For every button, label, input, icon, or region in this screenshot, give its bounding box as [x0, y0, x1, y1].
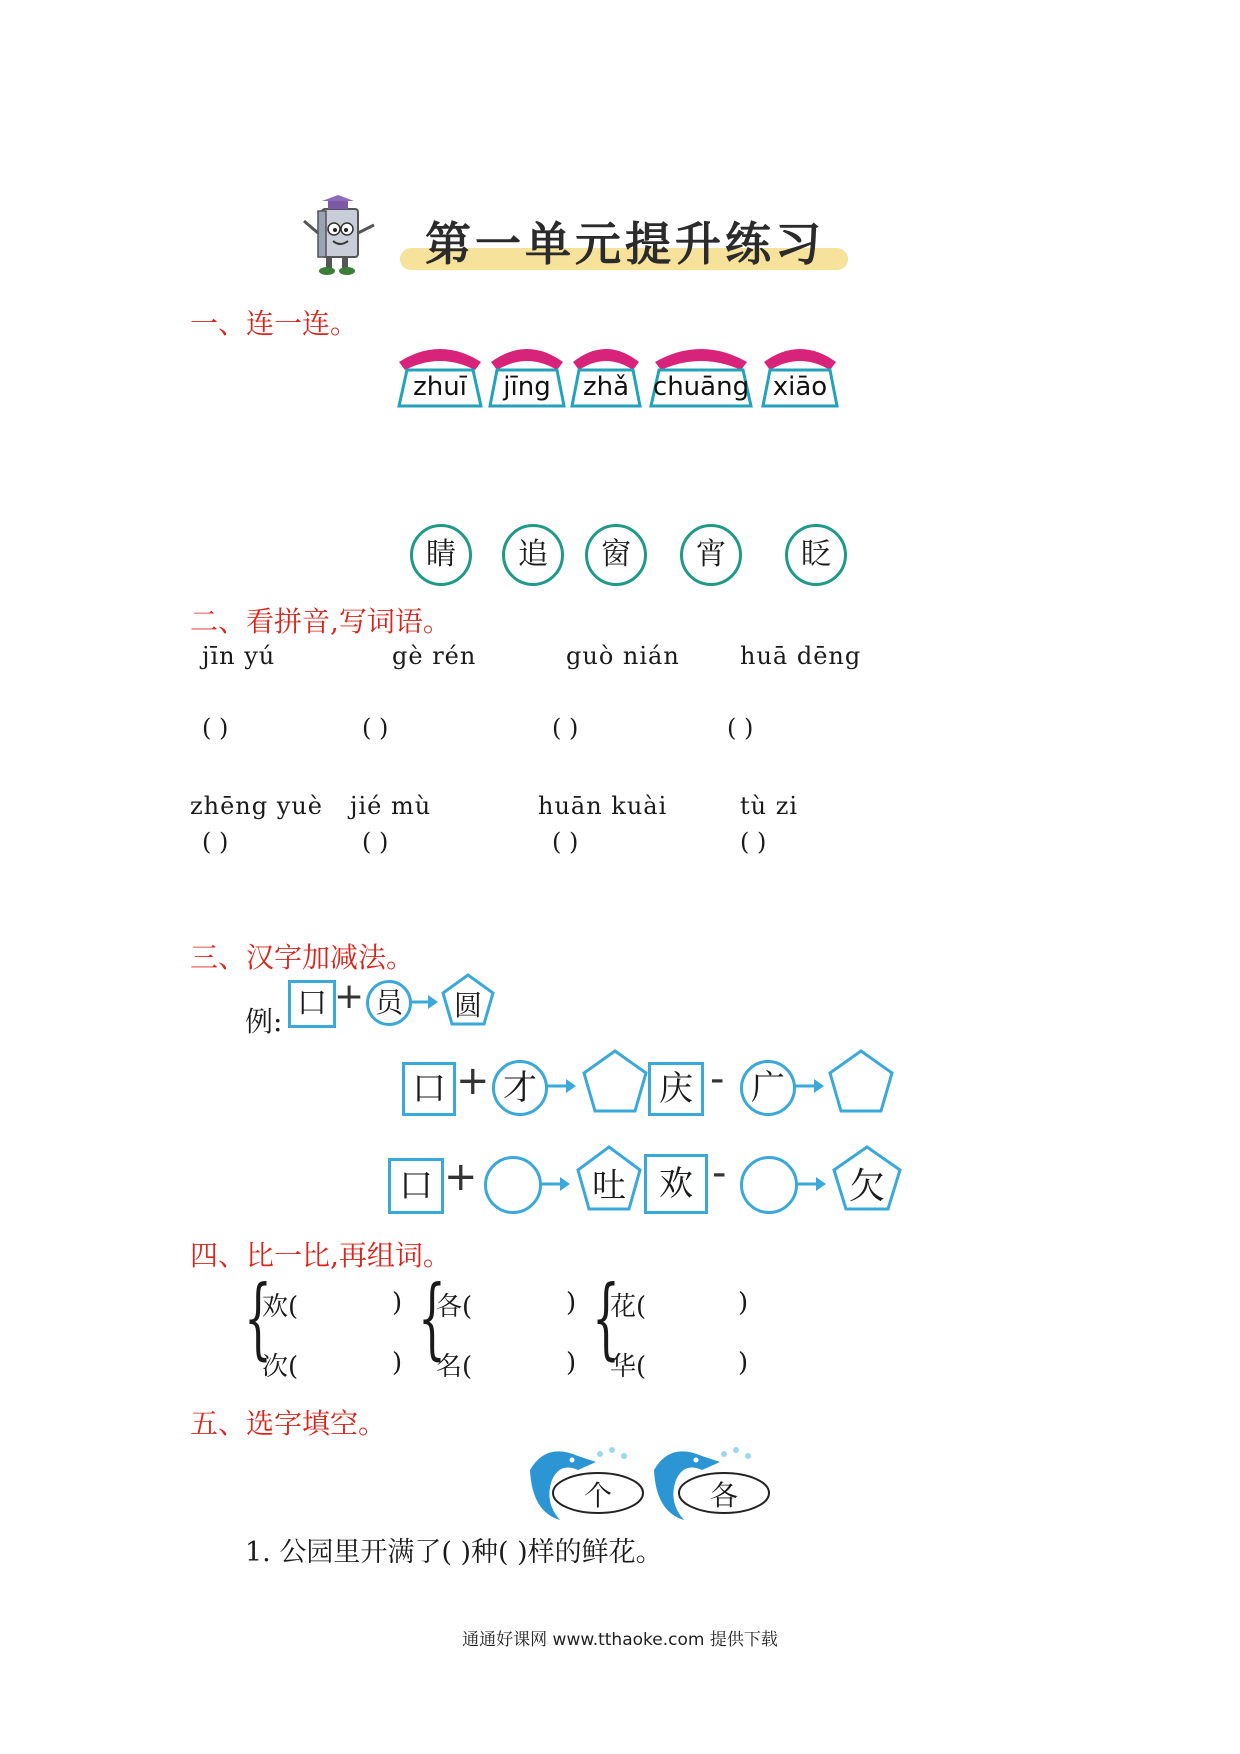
footer-credit: 通通好课网 www.tthaoke.com 提供下载: [462, 1630, 778, 1650]
char-circle: 睛: [410, 524, 472, 586]
phone-label: jīng: [503, 372, 551, 402]
blank-circle[interactable]: [740, 1156, 798, 1214]
answer-blank[interactable]: ( ): [740, 828, 767, 856]
pinyin-prompt: huā dēng: [740, 642, 862, 670]
char-box: 口: [402, 1062, 456, 1116]
char-box: 欢: [644, 1154, 708, 1214]
section-3-heading: 三、汉字加减法。: [190, 941, 415, 974]
phone-label: chuāng: [652, 372, 750, 402]
blank-circle[interactable]: [484, 1156, 542, 1214]
plus-sign: +: [444, 1154, 478, 1200]
example-box: 口: [288, 980, 336, 1028]
pentagon-char: 欠: [848, 1166, 885, 1207]
answer-blank[interactable]: ( ): [552, 828, 579, 856]
phone-label: zhǎ: [582, 372, 630, 402]
char-circle: 追: [502, 524, 564, 586]
minus-sign: -: [712, 1150, 727, 1196]
answer-blank[interactable]: ( ): [727, 714, 754, 742]
char-circle: 宵: [680, 524, 742, 586]
phone-label: xiāo: [772, 372, 828, 402]
minus-sign: -: [710, 1056, 725, 1102]
example-label: 例:: [245, 1005, 283, 1038]
arrow-right-icon: [540, 1174, 572, 1194]
pinyin-prompt: tù zi: [740, 792, 799, 820]
choice-char: 各: [709, 1479, 738, 1512]
compare-close: ): [738, 1348, 749, 1378]
pinyin-prompt: huān kuài: [538, 792, 668, 820]
char-circle: 广: [740, 1060, 796, 1116]
blank-pentagon[interactable]: [580, 1048, 650, 1114]
pinyin-prompt: jié mù: [350, 792, 432, 820]
plus-sign: +: [334, 976, 365, 1017]
compare-word: 欢(: [262, 1292, 299, 1322]
arrow-right-icon: [410, 992, 440, 1012]
example-circle: 员: [366, 980, 412, 1026]
brace: {: [418, 1266, 446, 1369]
answer-blank[interactable]: ( ): [202, 828, 229, 856]
blank-pentagon[interactable]: [826, 1048, 896, 1114]
answer-blank[interactable]: ( ): [552, 714, 579, 742]
example-result: 圆: [453, 989, 482, 1022]
pinyin-prompt: zhēng yuè: [190, 792, 323, 820]
char-circle: 窗: [585, 524, 647, 586]
compare-word: 华(: [610, 1352, 647, 1382]
arrow-right-icon: [796, 1174, 828, 1194]
page-title: 第一单元提升练习: [425, 217, 825, 271]
pinyin-prompt: gè rén: [392, 642, 477, 670]
section-2-heading: 二、看拼音,写词语。: [190, 605, 451, 638]
compare-close: ): [566, 1348, 577, 1378]
char-box: 庆: [648, 1062, 704, 1116]
char-circle: 眨: [785, 524, 847, 586]
section-4-heading: 四、比一比,再组词。: [190, 1239, 451, 1272]
compare-word: 各(: [436, 1292, 473, 1322]
question-1: 1. 公园里开满了( )种( )样的鲜花。: [245, 1537, 663, 1568]
compare-close: ): [392, 1348, 403, 1378]
phone-label: zhuī: [413, 372, 467, 402]
pentagon-char: 吐: [592, 1166, 626, 1206]
answer-blank[interactable]: ( ): [202, 714, 229, 742]
book-mascot-icon: [298, 195, 378, 277]
compare-close: ): [738, 1288, 749, 1318]
section-1-heading: 一、连一连。: [190, 307, 359, 340]
char-box: 口: [388, 1158, 444, 1214]
pinyin-prompt: guò nián: [566, 642, 680, 670]
answer-blank[interactable]: ( ): [362, 714, 389, 742]
brace: {: [244, 1266, 272, 1369]
answer-blank[interactable]: ( ): [362, 828, 389, 856]
compare-close: ): [566, 1288, 577, 1318]
compare-word: 花(: [610, 1292, 647, 1322]
plus-sign: +: [456, 1058, 490, 1104]
char-circle: 才: [492, 1060, 548, 1116]
section-5-heading: 五、选字填空。: [190, 1407, 387, 1440]
compare-close: ): [392, 1288, 403, 1318]
brace: {: [592, 1266, 620, 1369]
choice-char: 个: [583, 1479, 612, 1512]
compare-word: 次(: [262, 1352, 299, 1382]
compare-word: 名(: [436, 1352, 473, 1382]
pinyin-prompt: jīn yú: [202, 642, 276, 670]
arrow-right-icon: [546, 1076, 578, 1096]
arrow-right-icon: [794, 1076, 826, 1096]
